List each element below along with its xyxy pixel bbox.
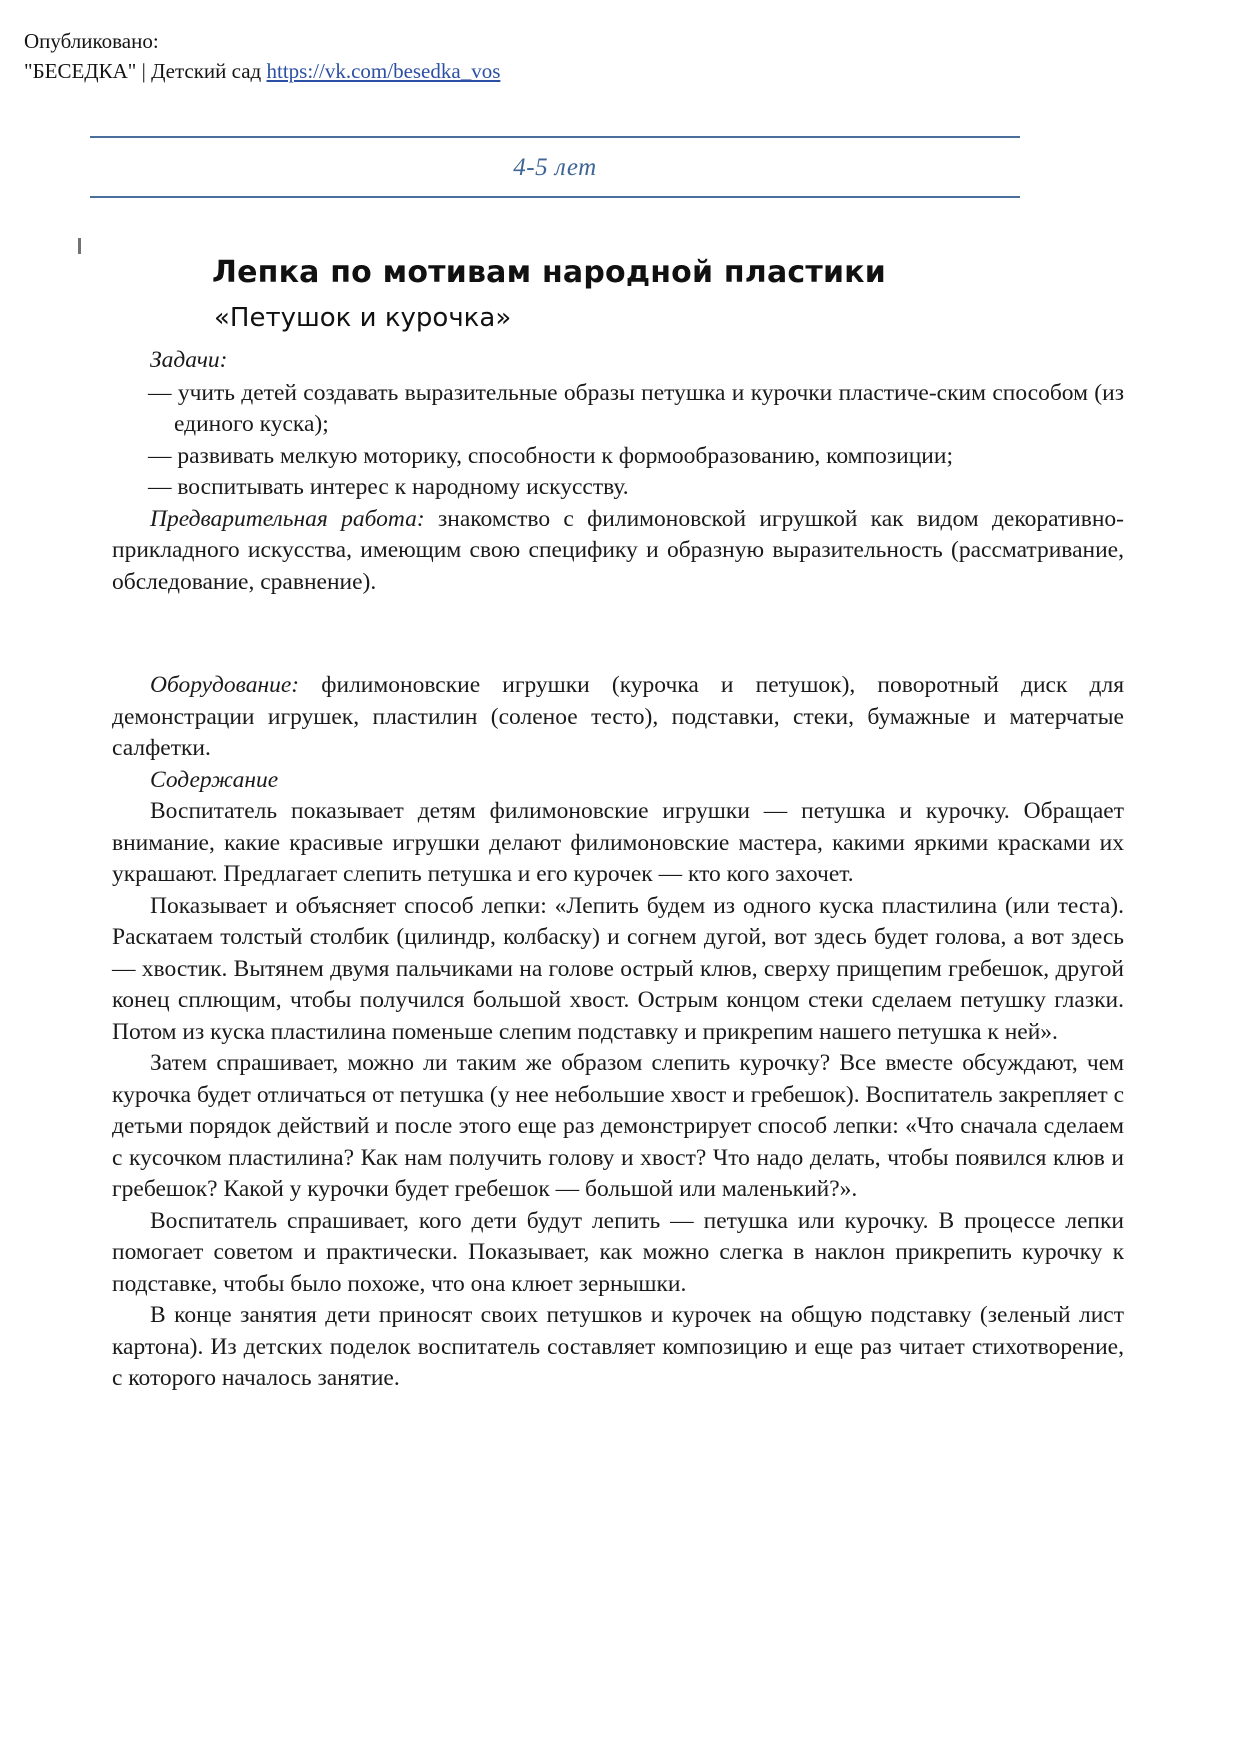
list-item: — учить детей создавать выразительные образы петушка и курочки пластиче-ским способом (из единого куска); [148,379,1124,437]
prework-paragraph [112,504,1124,599]
body-paragraph: Показывает и объясняет способ лепки: «Лепить будем из одного куска пластилина (или теста). Раскатаем толстый столбик (цилиндр, колбаску) и согнем дугой, вот здесь будет голова, а вот здесь — хвостик. Вытянем двумя пальчиками на голове острый клюв, сверху прищепим гребешок, другой конец сплющим, чтобы получился большой хвост. Острым концом стеки сделаем петушку глазки. Потом из куска пластилина поменьше слепим подставку и прикрепим нашего петушка к ней». [112,892,1124,1045]
page-subtitle: «Петушок и курочка» [214,303,512,333]
prework-text: знакомство с филимоновской игрушкой как видом декоративно-прикладного искусства, имеющим свою специфику и образную выразительность (рассматривание, обследование, сравнение). [112,505,1124,595]
age-band-rule-bottom [90,196,1020,198]
tasks-list [112,378,1124,504]
publication-link[interactable]: https://vk.com/besedka_vos [266,59,501,83]
publication-note [24,26,500,86]
publication-source-line [24,56,500,86]
list-item: — развивать мелкую моторику, способности к формообразованию, композиции; [148,442,953,469]
tasks-label: Задачи: [150,347,228,373]
body-paragraph: Воспитатель спрашивает, кого дети будут лепить — петушка или курочку. В процессе лепки помогает советом и практически. Показывает, как можно слегка в наклон прикрепить курочку к подставке, чтобы было похоже, что она клюет зернышки. [112,1207,1124,1297]
page-title: Лепка по мотивам народной пластики [212,255,886,290]
body-paragraph: Затем спрашивает, можно ли таким же образом слепить курочку? Все вместе обсуждают, чем курочка будет отличаться от петушка (у нее небольшие хвост и гребешок). Воспитатель закрепляет с детьми порядок действий и после этого еще раз демонстрирует способ лепки: «Что сначала сделаем с кусочком пластилина? Как нам получить голову и хвост? Что надо делать, чтобы появился клюв и гребешок? Какой у курочки будет гребешок — большой или маленький?». [112,1050,1124,1202]
publication-label: Опубликовано: [24,29,159,53]
prework-label: Предварительная работа: [150,505,425,532]
body-paragraph: В конце занятия дети приносят своих петушков и курочек на общую подставку (зеленый лист картона). Из детских поделок воспитатель составляет композицию и еще раз читает стихотворение, с которого началось занятие. [112,1302,1124,1391]
margin-mark [78,238,81,254]
content-label: Содержание [150,766,279,793]
equipment-paragraph [112,670,1124,765]
age-band-label: 4-5 лет [513,154,597,181]
body-paragraph: Воспитатель показывает детям филимоновские игрушки — петушка и курочку. Обращает внимание, какие красивые игрушки делают филимоновские мастера, какими яркими красками их украшают. Предлагает слепить петушка и его курочек — кто кого захочет. [112,798,1124,887]
list-item: — воспитывать интерес к народному искусству. [148,474,629,500]
age-band [90,136,1020,198]
document-body [112,345,1124,1395]
section-gap [112,598,1124,670]
equipment-text: филимоновские игрушки (курочка и петушок), поворотный диск для демонстрации игрушек, пластилин (соленое тесто), подставки, стеки, бумажные и матерчатые салфетки. [112,672,1124,761]
equipment-label: Оборудование: [150,672,300,698]
publication-source: "БЕСЕДКА" | Детский сад [24,59,262,83]
